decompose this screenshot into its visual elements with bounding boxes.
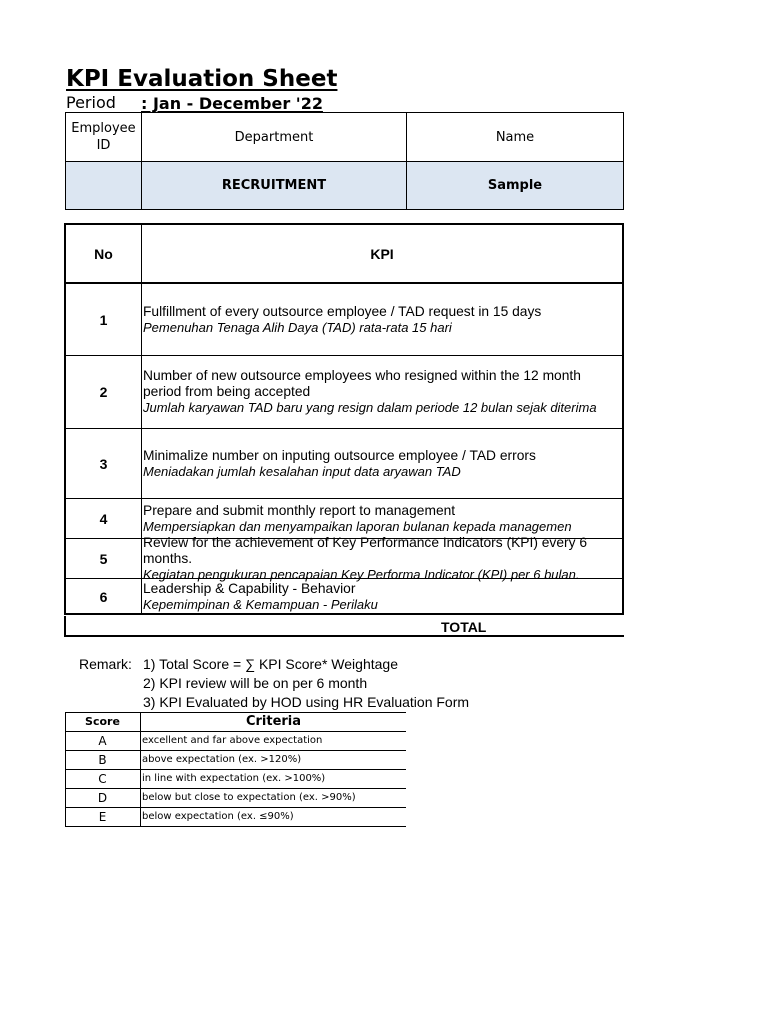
total-label: TOTAL	[441, 619, 487, 635]
kpi-row-text	[143, 284, 618, 355]
remark-line: 2) KPI review will be on per 6 month	[143, 675, 368, 691]
score-grade: B	[98, 752, 107, 767]
kpi-row-text	[143, 534, 618, 582]
score-grade: C	[98, 771, 107, 786]
kpi-row-number: 5	[99, 550, 108, 567]
score-grade: A	[98, 733, 107, 748]
score-criteria-table	[65, 712, 406, 827]
remark-label: Remark:	[79, 656, 132, 672]
score-grade: E	[98, 809, 107, 824]
score-criteria: excellent and far above expectation	[142, 735, 323, 746]
kpi-row-number: 2	[99, 384, 108, 400]
score-column-header: Score	[85, 715, 120, 728]
score-criteria: above expectation (ex. >120%)	[142, 754, 302, 765]
score-grade: D	[97, 790, 108, 805]
department-header: Department	[234, 129, 314, 145]
kpi-row-number: 6	[99, 589, 108, 605]
no-column-header: No	[94, 245, 113, 262]
page-title: KPI Evaluation Sheet	[66, 66, 338, 92]
kpi-row-text	[143, 499, 618, 538]
employee-id-value[interactable]	[66, 162, 141, 209]
kpi-text-indonesian: Jumlah karyawan TAD baru yang resign dalam periode 12 bulan sejak diterima	[143, 400, 597, 415]
score-criteria: below but close to expectation (ex. >90%)	[142, 792, 356, 803]
kpi-row-text	[143, 579, 618, 615]
period-label: Period	[66, 93, 116, 112]
kpi-text-indonesian: Kepemimpinan & Kemampuan - Perilaku	[143, 597, 378, 612]
kpi-row-text	[143, 429, 618, 498]
criteria-column-header: Criteria	[245, 714, 302, 729]
kpi-row-text	[143, 356, 618, 428]
kpi-text-indonesian: Kegiatan pengukuran pencapaian Key Performa Indicator (KPI) per 6 bulan.	[143, 566, 580, 582]
kpi-text-english: Number of new outsource employees who resigned within the 12 month period from being accepted	[143, 368, 581, 399]
department-value[interactable]: RECRUITMENT	[142, 162, 406, 209]
kpi-text-english: Minimalize number on inputing outsource employee / TAD errors	[143, 447, 536, 463]
kpi-text-english: Review for the achievement of Key Performance Indicators (KPI) every 6 months.	[143, 534, 587, 566]
employee-id-header: Employee ID	[71, 121, 136, 153]
name-value[interactable]: Sample	[407, 162, 623, 209]
kpi-text-english: Fulfillment of every outsource employee / TAD request in 15 days	[143, 303, 542, 319]
kpi-row-number: 4	[99, 510, 108, 527]
kpi-row-number: 1	[99, 311, 108, 328]
employee-info-table	[65, 112, 624, 210]
score-criteria: in line with expectation (ex. >100%)	[142, 773, 326, 784]
remark-line: 1) Total Score = ∑ KPI Score* Weightage	[143, 656, 398, 672]
kpi-text-indonesian: Meniadakan jumlah kesalahan input data aryawan TAD	[143, 463, 461, 479]
name-header: Name	[495, 129, 535, 145]
kpi-text-english: Prepare and submit monthly report to management	[143, 502, 456, 518]
score-criteria: below expectation (ex. ≤90%)	[142, 811, 294, 822]
kpi-row-number: 3	[99, 455, 108, 472]
kpi-text-indonesian: Mempersiapkan dan menyampaikan laporan bulanan kepada managemen	[143, 518, 572, 534]
total-row	[64, 616, 624, 637]
period-value: : Jan - December '22	[141, 94, 323, 113]
kpi-text-english: Leadership & Capability - Behavior	[143, 581, 356, 596]
kpi-column-header: KPI	[370, 245, 394, 262]
kpi-text-indonesian: Pemenuhan Tenaga Alih Daya (TAD) rata-rata 15 hari	[143, 319, 452, 335]
kpi-table	[64, 223, 624, 615]
remark-line: 3) KPI Evaluated by HOD using HR Evaluation Form	[143, 694, 470, 710]
